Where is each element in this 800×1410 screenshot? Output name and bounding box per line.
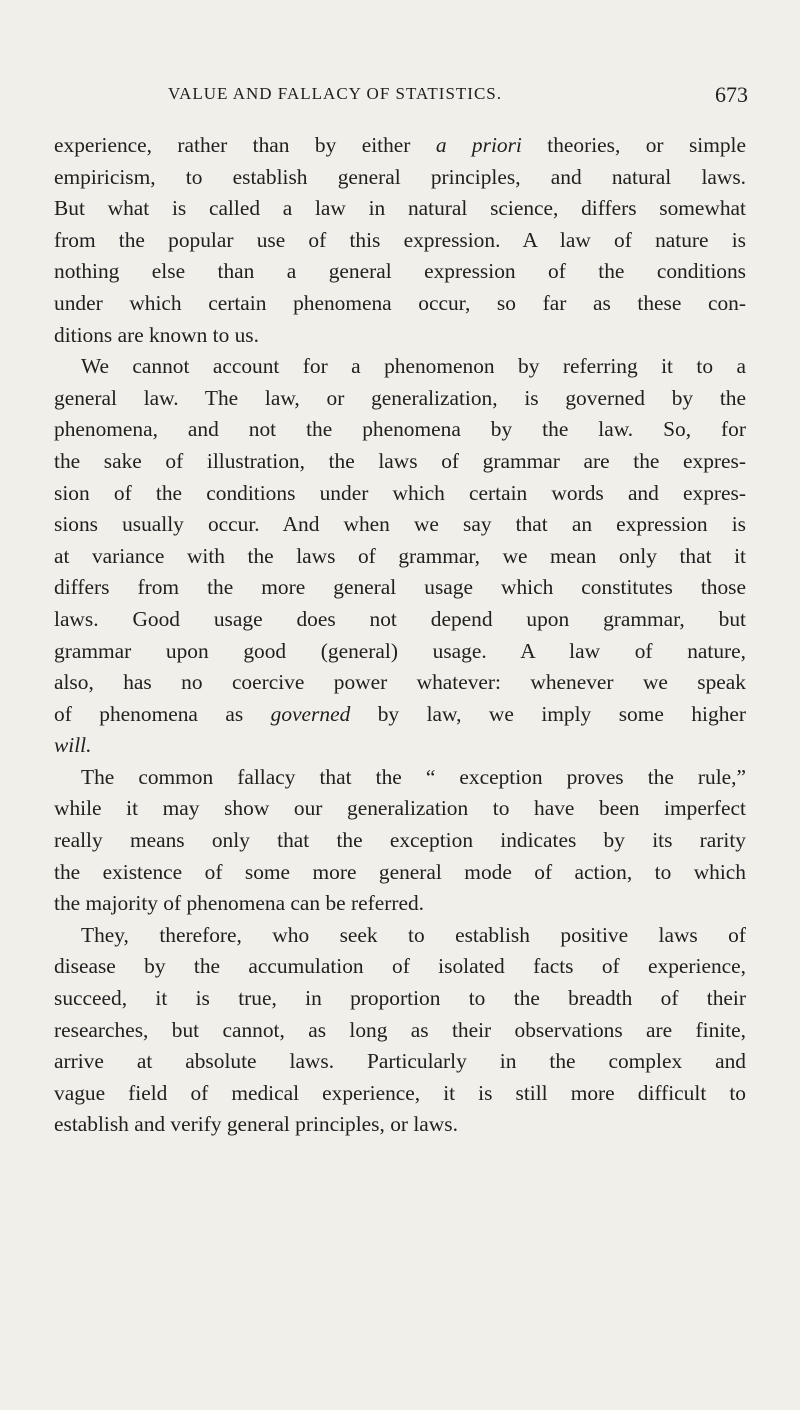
italic-text: will. bbox=[54, 733, 92, 758]
text-line bbox=[54, 1078, 746, 1110]
text-line bbox=[54, 351, 746, 383]
text-fragment: experience, rather than by either bbox=[54, 133, 436, 157]
text-line bbox=[54, 857, 746, 889]
text-line bbox=[54, 288, 746, 320]
text-fragment: empiricism, to establish general principles, and natural laws. bbox=[54, 164, 746, 189]
text-fragment: by law, we imply some higher bbox=[350, 701, 747, 726]
text-fragment: arrive at absolute laws. Particularly in the complex and bbox=[54, 1049, 746, 1074]
text-fragment: while it may show our generalization to have been imperfect bbox=[54, 796, 746, 821]
text-fragment: differs from the more general usage which constitutes those bbox=[54, 575, 746, 600]
text-line bbox=[54, 699, 746, 731]
text-fragment: the existence of some more general mode of action, to which bbox=[54, 859, 746, 884]
text-line bbox=[54, 888, 746, 920]
text-fragment: also, has no coercive power whatever: whenever we speak bbox=[54, 670, 746, 695]
text-line bbox=[54, 225, 746, 257]
text-fragment: The common fallacy that the “ exception proves the rule,” bbox=[81, 764, 746, 789]
text-line bbox=[54, 730, 746, 762]
text-line bbox=[54, 920, 746, 952]
text-line bbox=[54, 383, 746, 415]
body-text bbox=[54, 130, 746, 1141]
text-line bbox=[54, 1015, 746, 1047]
text-line bbox=[54, 825, 746, 857]
text-line bbox=[54, 604, 746, 636]
text-line bbox=[54, 793, 746, 825]
text-line bbox=[54, 541, 746, 573]
text-fragment: nothing else than a general expression of the conditions bbox=[54, 259, 746, 284]
text-fragment: researches, but cannot, as long as their observations are finite, bbox=[54, 1017, 746, 1042]
italic-text: governed bbox=[270, 701, 351, 726]
text-line bbox=[54, 130, 746, 162]
text-fragment: laws. Good usage does not depend upon grammar, but bbox=[54, 606, 746, 631]
text-fragment: the majority of phenomena can be referred. bbox=[54, 891, 425, 916]
text-fragment: really means only that the exception indicates by its rarity bbox=[54, 828, 746, 853]
text-line bbox=[54, 1109, 746, 1141]
text-fragment: the sake of illustration, the laws of grammar are the expres- bbox=[54, 448, 746, 473]
text-fragment: sions usually occur. And when we say that an expression is bbox=[54, 512, 746, 537]
text-line bbox=[54, 983, 746, 1015]
text-fragment: We cannot account for a phenomenon by referring it to a bbox=[81, 354, 746, 379]
text-fragment: general law. The law, or generalization, is governed by the bbox=[54, 385, 746, 410]
running-head-title: VALUE AND FALLACY OF STATISTICS. bbox=[168, 84, 502, 103]
text-fragment: under which certain phenomena occur, so far as these con- bbox=[54, 290, 746, 315]
text-line bbox=[54, 414, 746, 446]
text-line bbox=[54, 1046, 746, 1078]
text-fragment: ditions are known to us. bbox=[54, 322, 259, 347]
italic-text: a priori bbox=[435, 133, 522, 157]
text-fragment: sion of the conditions under which certain words and expres- bbox=[54, 480, 746, 505]
text-fragment: of phenomena as bbox=[54, 701, 271, 726]
text-line bbox=[54, 320, 746, 352]
text-fragment: But what is called a law in natural science, differs somewhat bbox=[54, 196, 746, 221]
text-line bbox=[54, 951, 746, 983]
text-line bbox=[54, 762, 746, 794]
text-fragment: grammar upon good (general) usage. A law of nature, bbox=[54, 638, 746, 663]
text-line bbox=[54, 667, 746, 699]
text-line bbox=[54, 162, 746, 194]
text-line bbox=[54, 478, 746, 510]
text-fragment: theories, or simple bbox=[521, 133, 746, 157]
text-line bbox=[54, 509, 746, 541]
text-fragment: vague field of medical experience, it is still more difficult to bbox=[54, 1080, 746, 1105]
text-line bbox=[54, 193, 746, 225]
text-fragment: establish and verify general principles, or laws. bbox=[54, 1112, 458, 1137]
running-header bbox=[52, 84, 748, 112]
text-line bbox=[54, 446, 746, 478]
text-line bbox=[54, 636, 746, 668]
text-line bbox=[54, 256, 746, 288]
text-fragment: phenomena, and not the phenomena by the law. So, for bbox=[54, 417, 746, 442]
text-fragment: They, therefore, who seek to establish positive laws of bbox=[81, 922, 746, 947]
text-fragment: succeed, it is true, in proportion to the breadth of their bbox=[54, 986, 746, 1011]
text-fragment: disease by the accumulation of isolated facts of experience, bbox=[54, 954, 746, 979]
text-fragment: from the popular use of this expression. A law of nature is bbox=[54, 227, 746, 252]
page-number: 673 bbox=[715, 82, 748, 107]
text-line bbox=[54, 572, 746, 604]
text-fragment: at variance with the laws of grammar, we mean only that it bbox=[54, 543, 746, 568]
